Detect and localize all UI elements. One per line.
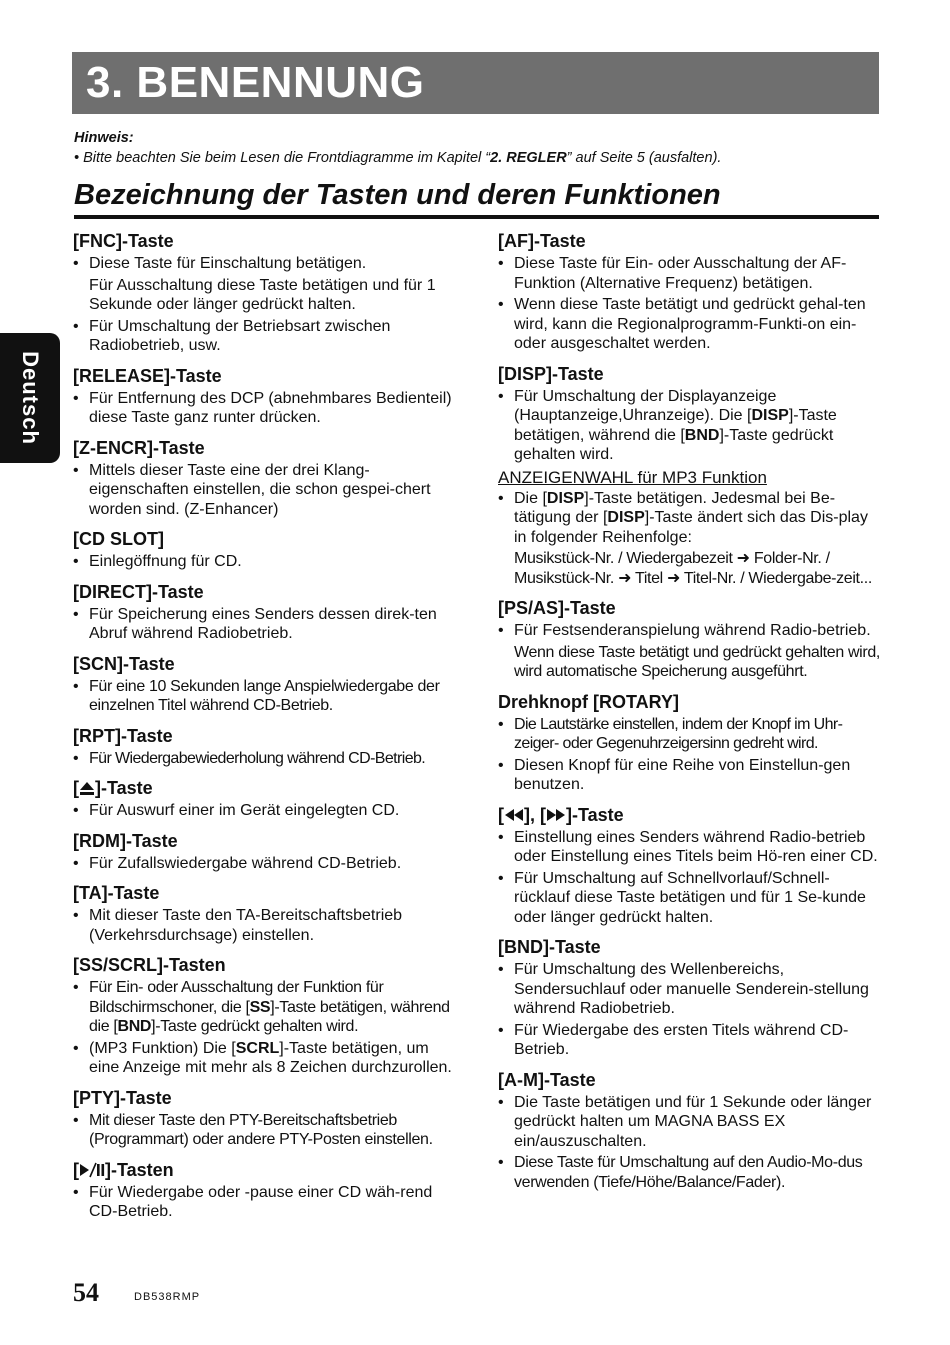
bnd-item-2: • Für Wiedergabe des ersten Titels während CD-Betrieb. xyxy=(498,1021,849,1058)
zencr-section xyxy=(73,435,458,520)
release-item-1: • Für Entfernung des DCP (abnehmbares Bedienteil) diese Taste ganz runter drücken. xyxy=(73,389,452,426)
psas-item-2: Wenn diese Taste betätigt und gedrückt gehalten wird, wird automatische Speicherung ausgeführt. xyxy=(514,643,880,680)
psas-heading: [PS/AS]-Taste xyxy=(498,598,616,618)
fast-forward-icon xyxy=(546,807,566,823)
rotary-heading: Drehknopf [ROTARY] xyxy=(498,691,679,712)
seek-item-1: • Einstellung eines Senders während Radio-betrieb oder Einstellung eines Titels beim Hö-ren einer CD. xyxy=(498,828,878,865)
fnc-heading: [FNC]-Taste xyxy=(73,231,174,251)
model-number: DB538RMP xyxy=(134,1291,201,1303)
rpt-heading: [RPT]-Taste xyxy=(73,725,173,746)
pty-item-1: • Mit dieser Taste den PTY-Bereitschaftsbetrieb (Programmart) oder andere PTY-Posten einstellen. xyxy=(73,1111,433,1148)
seek-heading: [ ], [ ]-Taste xyxy=(498,804,624,825)
rdm-heading: [RDM]-Taste xyxy=(73,830,178,851)
af-item-1: • Diese Taste für Ein- oder Ausschaltung der AF-Funktion (Alternative Frequenz) betätigen. xyxy=(498,255,847,292)
seek-item-2: • Für Umschaltung auf Schnellvorlauf/Schnell-rücklauf diese Taste betätigen und für 1 Se-kunde oder länger gedrückt halten. xyxy=(498,869,866,926)
scn-section xyxy=(73,651,458,716)
play-item-1: • Für Wiedergabe oder -pause einer CD wäh-rend CD-Betrieb. xyxy=(73,1183,433,1220)
rpt-section xyxy=(73,723,458,769)
rotary-item-2: • Diesen Knopf für eine Reihe von Einstellun-gen benutzen. xyxy=(498,756,851,793)
eject-item-1: • Für Auswurf einer im Gerät eingelegten CD. xyxy=(73,802,400,819)
arrow-icon: ➜ xyxy=(618,569,632,587)
fnc-item-2: Für Ausschaltung diese Taste betätigen und für 1 Sekunde oder länger gedrückt halten. xyxy=(89,276,436,313)
play-section xyxy=(73,1157,458,1222)
psas-item-1: • Für Festsenderanspielung während Radio-betrieb. xyxy=(498,622,871,639)
release-section xyxy=(73,363,458,428)
disp-sequence: Musikstück-Nr. / Wiedergabezeit ➜ Folder-Nr. / Musikstück-Nr. ➜ Titel ➜ Titel-Nr. / Wiedergabe-zeit... xyxy=(514,550,872,587)
bnd-item-1: • Für Umschaltung des Wellenbereichs, Sendersuchlauf oder manuelle Senderein-stellung während Radiobetrieb. xyxy=(498,961,869,1017)
arrow-icon: ➜ xyxy=(666,569,681,587)
rpt-item-1: • Für Wiedergabewiederholung während CD-Betrieb. xyxy=(73,749,426,767)
zencr-item-1: • Mittels dieser Taste eine der drei Klang-eigenschaften einstellen, die schon gespei-chert worden sind. (Z-Enhancer) xyxy=(73,461,431,518)
ss-item-1: • Für Ein- oder Ausschaltung der Funktion für Bildschirmschoner, die [SS]-Taste betätigen, während die [BND]-Taste gedrückt gehalten wird. xyxy=(73,979,450,1035)
hinweis-label: Hinweis: xyxy=(74,130,134,146)
arrow-icon: ➜ xyxy=(736,550,750,567)
right-column xyxy=(498,228,881,1199)
eject-section xyxy=(73,775,458,821)
section-subtitle: Bezeichnung der Tasten und deren Funktionen xyxy=(74,176,879,219)
eject-heading: [ ]-Taste xyxy=(73,778,153,798)
direct-section xyxy=(73,579,458,644)
page-number: 54 xyxy=(73,1278,99,1307)
rotary-item-1: • Die Lautstärke einstellen, indem der Knopf im Uhr-zeiger- oder Gegenuhrzeigersinn gedreht wird. xyxy=(498,715,843,752)
rdm-item-1: • Für Zufallswiedergabe während CD-Betrieb. xyxy=(73,854,402,872)
ta-section xyxy=(73,880,458,945)
disp-item-1: • Für Umschaltung der Displayanzeige (Hauptanzeige,Uhranzeige). Die [DISP]-Taste betätigen, während die [BND]-Taste gedrückt gehalten wird. xyxy=(498,387,837,463)
bnd-heading: [BND]-Taste xyxy=(498,937,601,957)
ss-heading: [SS/SCRL]-Tasten xyxy=(73,955,226,975)
seek-section xyxy=(498,802,881,928)
rotary-section xyxy=(498,689,881,795)
scn-heading: [SCN]-Taste xyxy=(73,653,175,674)
am-section xyxy=(498,1067,881,1193)
hinweis-note xyxy=(74,128,874,168)
rdm-section xyxy=(73,828,458,874)
mp3-display-subheading: ANZEIGENWAHL für MP3 Funktion xyxy=(498,467,767,487)
am-item-2: • Diese Taste für Umschaltung auf den Audio-Mo-dus verwenden (Tiefe/Höhe/Balance/Fader). xyxy=(498,1154,863,1191)
psas-section xyxy=(498,595,881,682)
bnd-section xyxy=(498,934,881,1060)
cdslot-item-1: • Einlegöffnung für CD. xyxy=(73,553,242,570)
play-heading: [ ]-Tasten xyxy=(73,1159,174,1180)
fnc-item-1: • Diese Taste für Einschaltung betätigen. xyxy=(73,255,367,272)
direct-heading: [DIRECT]-Taste xyxy=(73,581,204,602)
fnc-item-3: • Für Umschaltung der Betriebsart zwischen Radiobetrieb, usw. xyxy=(73,317,391,354)
release-heading: [RELEASE]-Taste xyxy=(73,365,222,386)
af-heading: [AF]-Taste xyxy=(498,231,586,251)
ss-item-2: • (MP3 Funktion) Die [SCRL]-Taste betätigen, um eine Anzeige mit mehr als 8 Zeichen durchzurollen. xyxy=(73,1039,452,1076)
ta-item-1: • Mit dieser Taste den TA-Bereitschaftsbetrieb (Verkehrsdurchsage) einstellen. xyxy=(73,907,403,944)
pty-section xyxy=(73,1085,458,1150)
ss-section xyxy=(73,952,458,1078)
af-item-2: • Wenn diese Taste betätigt und gedrückt gehal-ten wird, kann die Regionalprogramm-Funkti-on ein- oder ausgeschaltet werden. xyxy=(498,296,866,352)
eject-icon xyxy=(79,780,95,796)
page-title: 3. BENENNUNG xyxy=(72,52,879,114)
disp-item-2: • Die [DISP]-Taste betätigen. Jedesmal bei Be-tätigung der [DISP]-Taste ändert sich das Dis-play in folgender Reihenfolge: xyxy=(498,489,868,546)
direct-item-1: • Für Speicherung eines Senders dessen direk-ten Abruf während Radiobetrieb. xyxy=(73,605,437,642)
language-tab: Deutsch xyxy=(0,333,60,463)
fnc-section xyxy=(73,228,458,356)
pty-heading: [PTY]-Taste xyxy=(73,1087,172,1108)
scn-item-1: • Für eine 10 Sekunden lange Anspielwiedergabe der einzelnen Titel während CD-Betrieb. xyxy=(73,677,440,714)
left-column xyxy=(73,228,458,1229)
zencr-heading: [Z-ENCR]-Taste xyxy=(73,437,205,458)
cdslot-section xyxy=(73,526,458,572)
hinweis-text: • Bitte beachten Sie beim Lesen die Frontdiagramme im Kapitel “2. REGLER” auf Seite 5 (ausfalten). xyxy=(74,150,722,166)
am-item-1: • Die Taste betätigen und für 1 Sekunde oder länger gedrückt halten um MAGNA BASS EX ein/auszuschalten. xyxy=(498,1093,872,1150)
rewind-icon xyxy=(504,807,524,823)
cdslot-heading: [CD SLOT] xyxy=(73,529,164,549)
play-pause-icon xyxy=(79,1162,105,1178)
ta-heading: [TA]-Taste xyxy=(73,883,160,903)
af-section xyxy=(498,228,881,354)
disp-heading: [DISP]-Taste xyxy=(498,363,604,384)
disp-section xyxy=(498,361,881,589)
am-heading: [A-M]-Taste xyxy=(498,1069,596,1090)
